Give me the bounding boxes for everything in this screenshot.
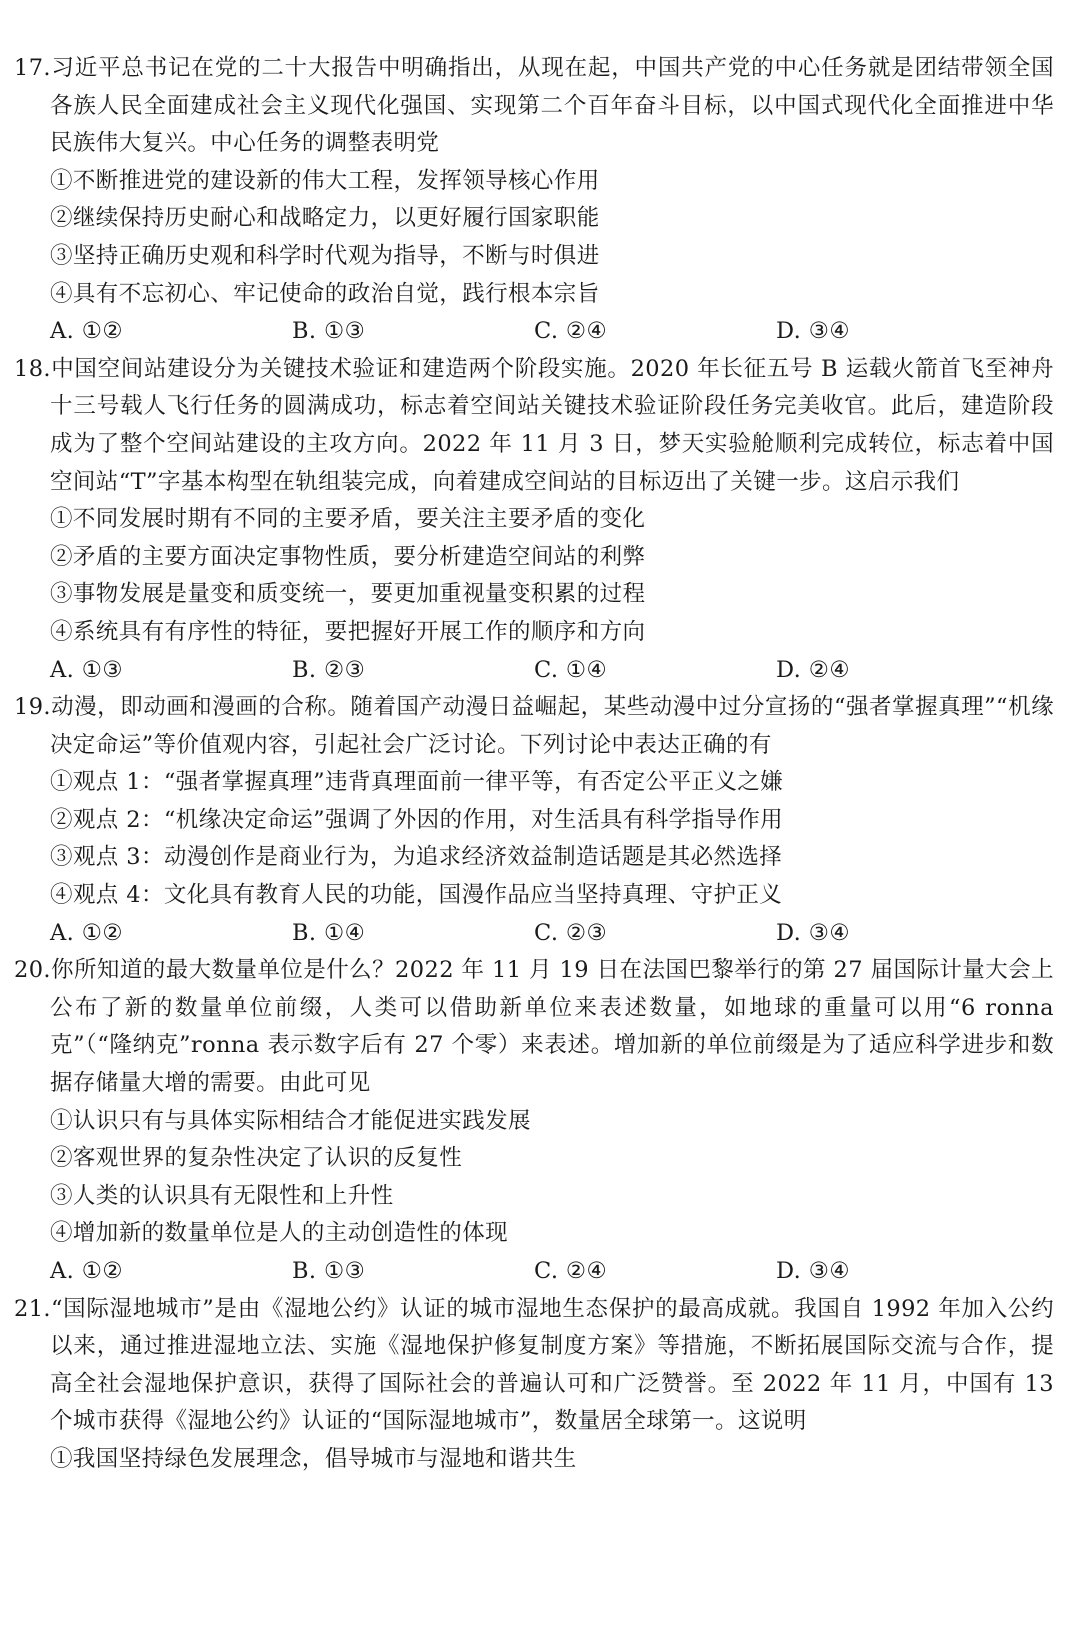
choice-a: A. ①③ xyxy=(50,656,123,683)
choice-d: D. ③④ xyxy=(776,1258,850,1284)
question-17 xyxy=(14,50,1054,351)
question-19 xyxy=(14,689,1054,952)
choice-b: B. ①③ xyxy=(292,318,366,345)
question-text: 动漫，即动画和漫画的合称。随着国产动漫日益崛起，某些动漫中过分宣扬的“强者掌握真理”“机缘决定命运”等价值观内容，引起社会广泛讨论。下列讨论中表达正确的有 xyxy=(50,694,1054,758)
statement-option: ④具有不忘初心、牢记使命的政治自觉，践行根本宗旨 xyxy=(50,280,600,307)
question-stem xyxy=(14,351,1054,501)
choice-b: B. ②③ xyxy=(292,656,366,683)
question-number: 17. xyxy=(14,55,51,81)
question-text: 中国空间站建设分为关键技术验证和建造两个阶段实施。2020 年长征五号 B 运载火箭首飞至神舟十三号载人飞行任务的圆满成功，标志着空间站关键技术验证阶段任务完美收官。此后，建造阶段成为了整个空间站建设的主攻方向。2022 年 11 月 3 日，梦天实验舱顺利完成转位，标志着中国空间站“T”字基本构型在轨组装完成，向着建成空间站的目标迈出了关键一步。这启示我们 xyxy=(50,355,1054,495)
choice-a: A. ①② xyxy=(50,318,123,345)
question-number: 21. xyxy=(14,1295,51,1322)
choice-c: C. ②④ xyxy=(534,1258,608,1284)
choice-d: D. ②④ xyxy=(776,656,850,683)
statement-option: ②客观世界的复杂性决定了认识的反复性 xyxy=(50,1145,463,1172)
choice-b: B. ①③ xyxy=(292,1258,366,1284)
choice-c: C. ②④ xyxy=(534,318,608,345)
question-text: 你所知道的最大数量单位是什么？2022 年 11 月 19 日在法国巴黎举行的第 27 届国际计量大会上公布了新的数量单位前缀，人类可以借助新单位来表述数量，如地球的重量可以用“6 ronna 克”（“隆纳克”ronna 表示数字后有 27 个零）来表述。增加新的单位前缀是为了适应科学进步和数据存储量大增的需要。由此可见 xyxy=(50,957,1054,1097)
question-stem xyxy=(14,689,1054,764)
question-20 xyxy=(14,952,1054,1290)
choice-a: A. ①② xyxy=(50,919,123,946)
statement-option: ②观点 2：“机缘决定命运”强调了外因的作用，对生活具有科学指导作用 xyxy=(50,806,784,833)
question-stem xyxy=(14,952,1054,1102)
statement-option: ①不同发展时期有不同的主要矛盾，要关注主要矛盾的变化 xyxy=(50,506,646,533)
question-text: “国际湿地城市”是由《湿地公约》认证的城市湿地生态保护的最高成就。我国自 1992 年加入公约以来，通过推进湿地立法、实施《湿地保护修复制度方案》等措施，不断拓展国际交流与合作，提高全社会湿地保护意识，获得了国际社会的普遍认可和广泛赞誉。至 2022 年 11 月，中国有 13 个城市获得《湿地公约》认证的“国际湿地城市”，数量居全球第一。这说明 xyxy=(50,1295,1054,1435)
choice-b: B. ①④ xyxy=(292,919,366,946)
statement-option: ②继续保持历史耐心和战略定力，以更好履行国家职能 xyxy=(50,205,600,232)
statement-option: ③坚持正确历史观和科学时代观为指导，不断与时俱进 xyxy=(50,242,600,269)
statement-option: ④增加新的数量单位是人的主动创造性的体现 xyxy=(50,1220,509,1247)
choice-c: C. ①④ xyxy=(534,656,608,683)
question-number: 19. xyxy=(14,694,51,721)
choice-d: D. ③④ xyxy=(776,318,850,345)
statement-option: ③观点 3：动漫创作是商业行为，为追求经济效益制造话题是其必然选择 xyxy=(50,844,783,871)
answer-choices xyxy=(14,313,1054,351)
statement-option: ①观点 1：“强者掌握真理”违背真理面前一律平等，有否定公平正义之嫌 xyxy=(50,769,784,796)
statement-option: ③人类的认识具有无限性和上升性 xyxy=(50,1182,394,1209)
question-stem xyxy=(14,50,1054,163)
statement-option: ④观点 4：文化具有教育人民的功能，国漫作品应当坚持真理、守护正义 xyxy=(50,882,783,909)
choice-d: D. ③④ xyxy=(776,919,850,946)
choice-c: C. ②③ xyxy=(534,919,608,946)
question-text: 习近平总书记在党的二十大报告中明确指出，从现在起，中国共产党的中心任务就是团结带领全国各族人民全面建成社会主义现代化强国、实现第二个百年奋斗目标，以中国式现代化全面推进中华民族伟大复兴。中心任务的调整表明党 xyxy=(50,55,1054,157)
question-18 xyxy=(14,351,1054,689)
statement-option: ④系统具有有序性的特征，要把握好开展工作的顺序和方向 xyxy=(50,618,646,645)
answer-choices xyxy=(14,1253,1054,1291)
statement-option: ①认识只有与具体实际相结合才能促进实践发展 xyxy=(50,1107,531,1134)
question-number: 18. xyxy=(14,355,51,382)
statement-option: ③事物发展是量变和质变统一，要更加重视量变积累的过程 xyxy=(50,581,646,608)
statement-option: ②矛盾的主要方面决定事物性质，要分析建造空间站的利弊 xyxy=(50,543,646,570)
statement-option: ①不断推进党的建设新的伟大工程，发挥领导核心作用 xyxy=(50,167,600,194)
statement-option: ①我国坚持绿色发展理念，倡导城市与湿地和谐共生 xyxy=(50,1445,577,1472)
answer-choices xyxy=(14,652,1054,690)
answer-choices xyxy=(14,915,1054,953)
choice-a: A. ①② xyxy=(50,1258,123,1284)
question-number: 20. xyxy=(14,957,51,984)
question-21 xyxy=(14,1291,1054,1479)
question-stem xyxy=(14,1291,1054,1441)
